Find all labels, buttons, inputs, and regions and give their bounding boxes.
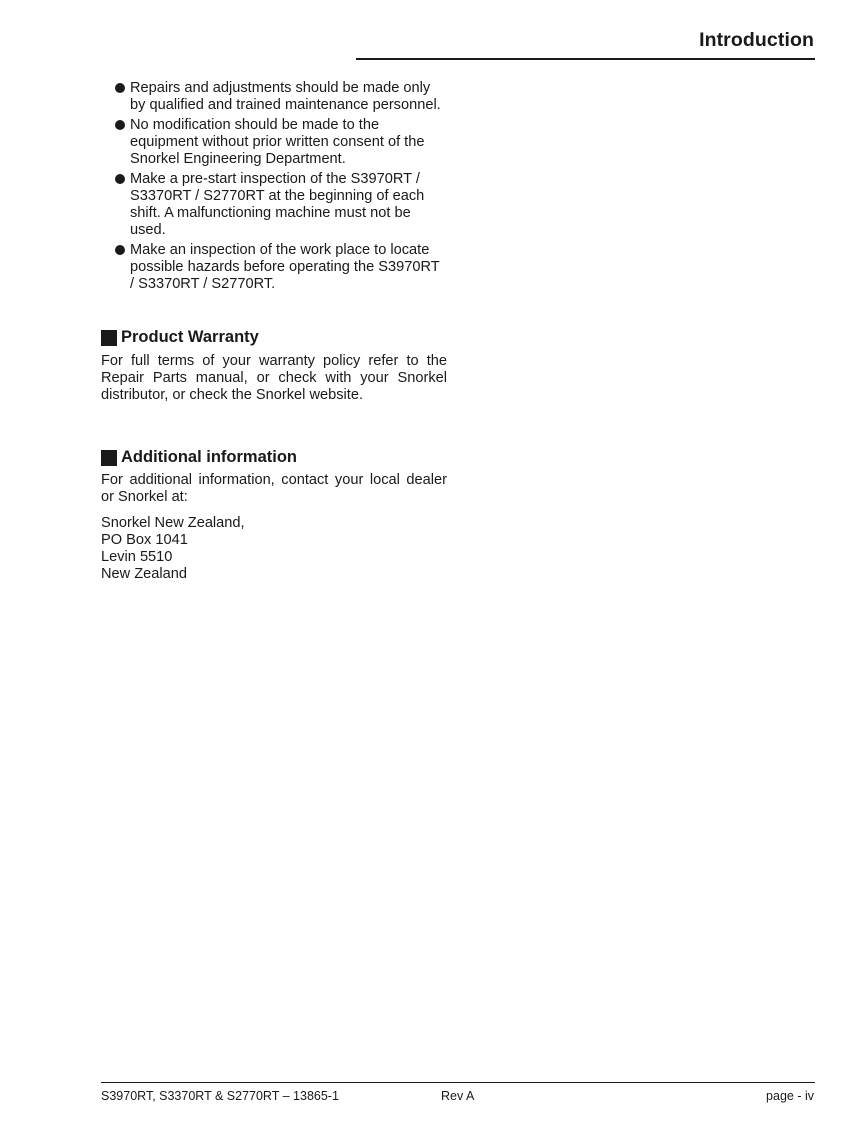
footer-document-id: S3970RT, S3370RT & S2770RT – 13865-1	[101, 1089, 339, 1103]
header-rule	[356, 58, 815, 60]
list-item-text: Make a pre-start inspection of the S3970RT / S3370RT / S2770RT at the beginning of each shift. A malfunctioning machine must not be used.	[130, 171, 425, 238]
additional-info-text: For additional information, contact your local dealer or Snorkel at:	[101, 472, 447, 505]
address-line: PO Box 1041	[101, 532, 188, 548]
safety-bullet-list	[101, 80, 447, 296]
address-line: New Zealand	[101, 566, 187, 582]
footer-rule	[101, 1082, 815, 1083]
footer-page-number: page - iv	[766, 1089, 814, 1103]
footer-revision: Rev A	[441, 1089, 475, 1103]
list-item	[101, 171, 447, 239]
list-item	[101, 80, 447, 114]
list-item	[101, 242, 447, 293]
list-item-text: Make an inspection of the work place to locate possible hazards before operating the S3970RT / S3370RT / S2770RT.	[130, 242, 440, 292]
bullet-icon	[115, 83, 125, 93]
address-line: Levin 5510	[101, 549, 173, 565]
list-item	[101, 117, 447, 168]
list-item-text: No modification should be made to the equipment without prior written consent of the Snorkel Engineering Department.	[130, 117, 425, 167]
square-bullet-icon	[101, 450, 117, 466]
warranty-heading	[101, 328, 259, 347]
contact-address	[101, 515, 245, 583]
square-bullet-icon	[101, 330, 117, 346]
bullet-icon	[115, 120, 125, 130]
section-title: Introduction	[699, 29, 814, 51]
address-line: Snorkel New Zealand,	[101, 515, 245, 531]
bullet-icon	[115, 174, 125, 184]
additional-info-heading	[101, 448, 297, 467]
list-item-text: Repairs and adjustments should be made only by qualified and trained maintenance personnel.	[130, 80, 441, 113]
warranty-heading-text: Product Warranty	[121, 328, 259, 346]
warranty-text: For full terms of your warranty policy refer to the Repair Parts manual, or check with your Snorkel distributor, or check the Snorkel website.	[101, 353, 447, 403]
bullet-icon	[115, 245, 125, 255]
additional-info-heading-text: Additional information	[121, 448, 297, 466]
